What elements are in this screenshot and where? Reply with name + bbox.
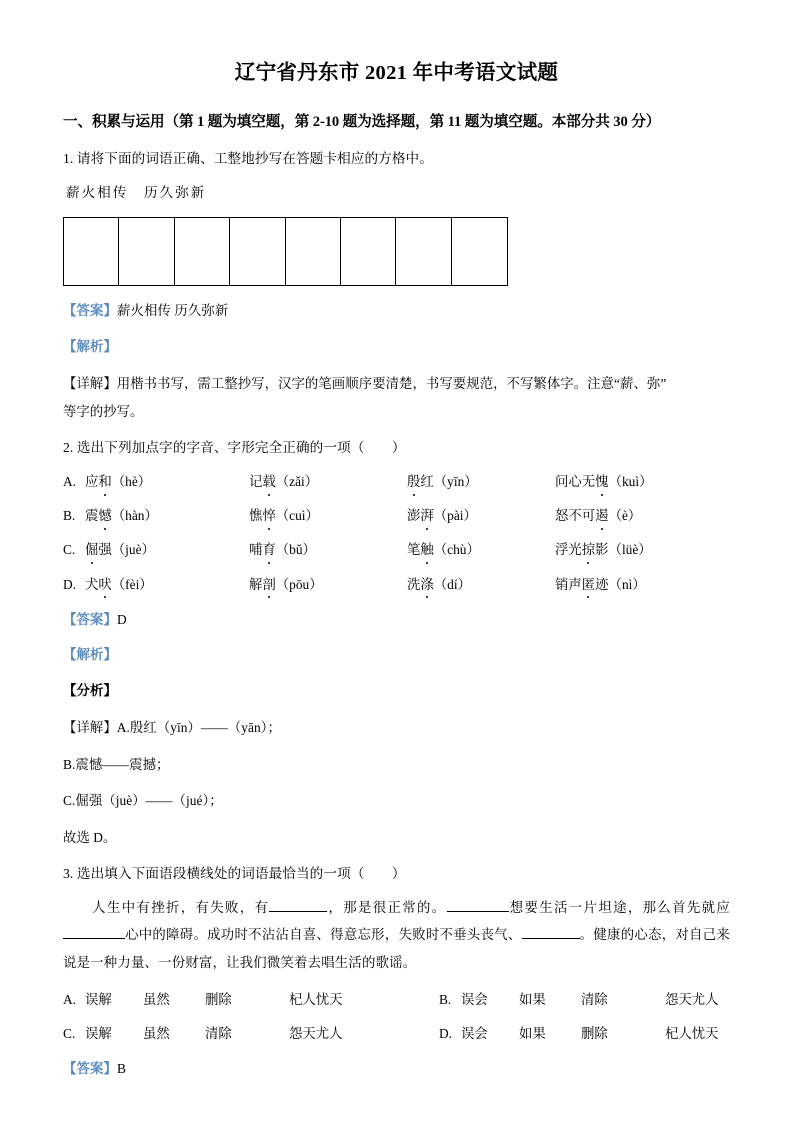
question-2-option-a[interactable] bbox=[63, 472, 730, 492]
grid-cell[interactable] bbox=[395, 217, 452, 286]
dotted-char: 愧 bbox=[595, 472, 608, 492]
dotted-char: 殷 bbox=[407, 472, 420, 492]
option-cell: 怒不可遏（è） bbox=[555, 506, 730, 526]
dotted-char: 遏 bbox=[595, 506, 608, 526]
option-word: 怨天尤人 bbox=[289, 1026, 343, 1042]
question-3-answer-line bbox=[63, 1059, 730, 1080]
option-word: 清除 bbox=[581, 992, 608, 1008]
question-2-option-c[interactable] bbox=[63, 540, 730, 560]
dotted-char: 湃 bbox=[420, 506, 433, 526]
dotted-char: 掠 bbox=[582, 540, 595, 560]
option-cell: 震憾（hàn） bbox=[85, 506, 249, 526]
answer-marker: 【答案】 bbox=[63, 303, 117, 319]
passage-part-4: 心中的障碍。成功时不沾沾自喜、得意忘形，失败时不垂头丧气、 bbox=[125, 927, 522, 943]
question-1-answer-line bbox=[63, 301, 730, 322]
option-label[interactable]: B. bbox=[439, 992, 452, 1008]
grid-cell[interactable] bbox=[285, 217, 342, 286]
grid-cell[interactable] bbox=[451, 217, 508, 286]
question-2-detail-first: 【详解】A.殷红（yīn）——（yān）； bbox=[63, 719, 281, 735]
option-cell: 问心无愧（kuì） bbox=[555, 472, 730, 492]
option-word: 清除 bbox=[205, 1026, 232, 1042]
grid-cell[interactable] bbox=[174, 217, 231, 286]
question-2-stem: 2. 选出下列加点字的字音、字形完全正确的一项（ ） bbox=[63, 440, 406, 456]
grid-cell[interactable] bbox=[118, 217, 175, 286]
option-word: 误会 bbox=[461, 992, 488, 1008]
question-2-analysis-line bbox=[63, 645, 730, 666]
option-word: 虽然 bbox=[143, 992, 170, 1008]
question-1-words: 薪火相传 历久弥新 bbox=[66, 185, 207, 201]
section-heading: 一、积累与运用（第 1 题为填空题，第 2-10 题为选择题，第 11 题为填空题。本部分共 30 分） bbox=[63, 113, 661, 130]
passage-blank-3[interactable] bbox=[63, 938, 125, 939]
option-label: B. bbox=[63, 508, 76, 524]
dotted-char: 涤 bbox=[420, 575, 433, 595]
option-word: 怨天尤人 bbox=[665, 992, 719, 1008]
option-cell: 洗涤（dí） bbox=[407, 575, 555, 595]
question-2-answer-line bbox=[63, 610, 730, 631]
question-3-passage bbox=[63, 894, 730, 976]
option-cell: 犬吠（fèi） bbox=[85, 575, 249, 595]
answer-marker: 【答案】 bbox=[63, 1061, 117, 1077]
option-word: 杞人忧天 bbox=[289, 992, 343, 1008]
option-word: 删除 bbox=[581, 1026, 608, 1042]
option-word: 虽然 bbox=[143, 1026, 170, 1042]
option-cell: 澎湃（pài） bbox=[407, 506, 555, 526]
question-2-breakdown-line bbox=[63, 681, 730, 702]
dotted-char: 匿 bbox=[582, 575, 595, 595]
dotted-char: 载 bbox=[262, 472, 275, 492]
option-label[interactable]: C. bbox=[63, 1026, 76, 1042]
passage-part-2: ，那是很正常的。 bbox=[327, 899, 447, 915]
question-1-answer-value: 薪火相传 历久弥新 bbox=[116, 303, 229, 319]
option-word: 误会 bbox=[461, 1026, 488, 1042]
page-title: 辽宁省丹东市 2021 年中考语文试题 bbox=[234, 62, 559, 84]
grid-cell[interactable] bbox=[340, 217, 397, 286]
grid-cell[interactable] bbox=[63, 217, 120, 286]
question-3-answer-value: B bbox=[116, 1061, 127, 1077]
dotted-char: 吠 bbox=[98, 575, 111, 595]
option-word: 如果 bbox=[519, 992, 546, 1008]
question-2-detail-b: B.震憾——震撼； bbox=[63, 756, 170, 772]
option-cell: 解剖（pōu） bbox=[249, 575, 407, 595]
passage-part-1: 人生中有挫折，有失败，有 bbox=[91, 899, 270, 915]
option-word: 如果 bbox=[519, 1026, 546, 1042]
option-cell: 记载（zǎi） bbox=[249, 472, 407, 492]
option-label[interactable]: A. bbox=[63, 992, 77, 1008]
option-label: D. bbox=[63, 576, 77, 592]
answer-marker: 【答案】 bbox=[63, 611, 117, 627]
option-cell: 销声匿迹（nì） bbox=[555, 575, 730, 595]
grid-cell[interactable] bbox=[229, 217, 286, 286]
dotted-char: 触 bbox=[420, 540, 433, 560]
option-cell: 哺育（bǔ） bbox=[249, 540, 407, 560]
option-label: C. bbox=[63, 542, 76, 558]
column-gap bbox=[414, 990, 439, 1010]
question-2-detail-conclusion: 故选 D。 bbox=[63, 830, 117, 846]
option-label: A. bbox=[63, 474, 77, 490]
option-word: 误解 bbox=[85, 992, 112, 1008]
question-3-options-row-2 bbox=[63, 1024, 730, 1044]
option-cell: 憔悴（cuì） bbox=[249, 506, 407, 526]
dotted-char: 剖 bbox=[262, 575, 275, 595]
option-word: 删除 bbox=[205, 992, 232, 1008]
question-1-detail-continued: 等字的抄写。 bbox=[63, 404, 144, 420]
option-cell: 笔触（chù） bbox=[407, 540, 555, 560]
writing-grid bbox=[63, 217, 730, 286]
question-2-detail-c: C.倔强（juè）——（jué）； bbox=[63, 793, 223, 809]
page-content bbox=[63, 0, 730, 1080]
question-2-option-b[interactable] bbox=[63, 506, 730, 526]
passage-blank-2[interactable] bbox=[447, 911, 509, 912]
option-word: 误解 bbox=[85, 1026, 112, 1042]
dotted-char: 悴 bbox=[262, 506, 275, 526]
passage-blank-1[interactable] bbox=[269, 911, 327, 912]
question-1-analysis-line bbox=[63, 337, 730, 358]
question-1-stem: 1. 请将下面的词语正确、工整地抄写在答题卡相应的方格中。 bbox=[63, 151, 433, 167]
dotted-char: 和 bbox=[98, 472, 111, 492]
analysis-marker: 【解析】 bbox=[63, 338, 117, 354]
dotted-char: 憾 bbox=[98, 506, 111, 526]
column-gap bbox=[414, 1024, 439, 1044]
passage-part-3: 想要生活一片坦途，那么首先就应 bbox=[508, 899, 730, 915]
option-cell: 倔强（juè） bbox=[85, 540, 249, 560]
analysis-marker: 【解析】 bbox=[63, 647, 117, 663]
breakdown-marker: 【分析】 bbox=[63, 683, 117, 699]
option-cell: 应和（hè） bbox=[85, 472, 249, 492]
option-label[interactable]: D. bbox=[439, 1026, 453, 1042]
option-cell: 浮光掠影（lüè） bbox=[555, 540, 730, 560]
question-2-answer-value: D bbox=[116, 611, 127, 627]
option-cell: 殷红（yīn） bbox=[407, 472, 555, 492]
dotted-char: 倔 bbox=[85, 540, 98, 560]
dotted-char: 育 bbox=[262, 540, 275, 560]
question-3-options-row-1 bbox=[63, 990, 730, 1010]
question-3-stem: 3. 选出填入下面语段横线处的词语最恰当的一项（ ） bbox=[63, 865, 406, 881]
passage-part-5: 。健康的心态，对自己来说是一种力量、一份财富，让我们微笑着去唱生活的歌谣。 bbox=[63, 927, 730, 970]
question-1-detail: 【详解】用楷书书写，需工整抄写，汉字的笔画顺序要清楚，书写要规范，不写繁体字。注意“薪、弥” bbox=[63, 375, 667, 391]
option-word: 杞人忧天 bbox=[665, 1026, 719, 1042]
question-2-option-d[interactable] bbox=[63, 575, 730, 595]
passage-blank-4[interactable] bbox=[522, 938, 580, 939]
